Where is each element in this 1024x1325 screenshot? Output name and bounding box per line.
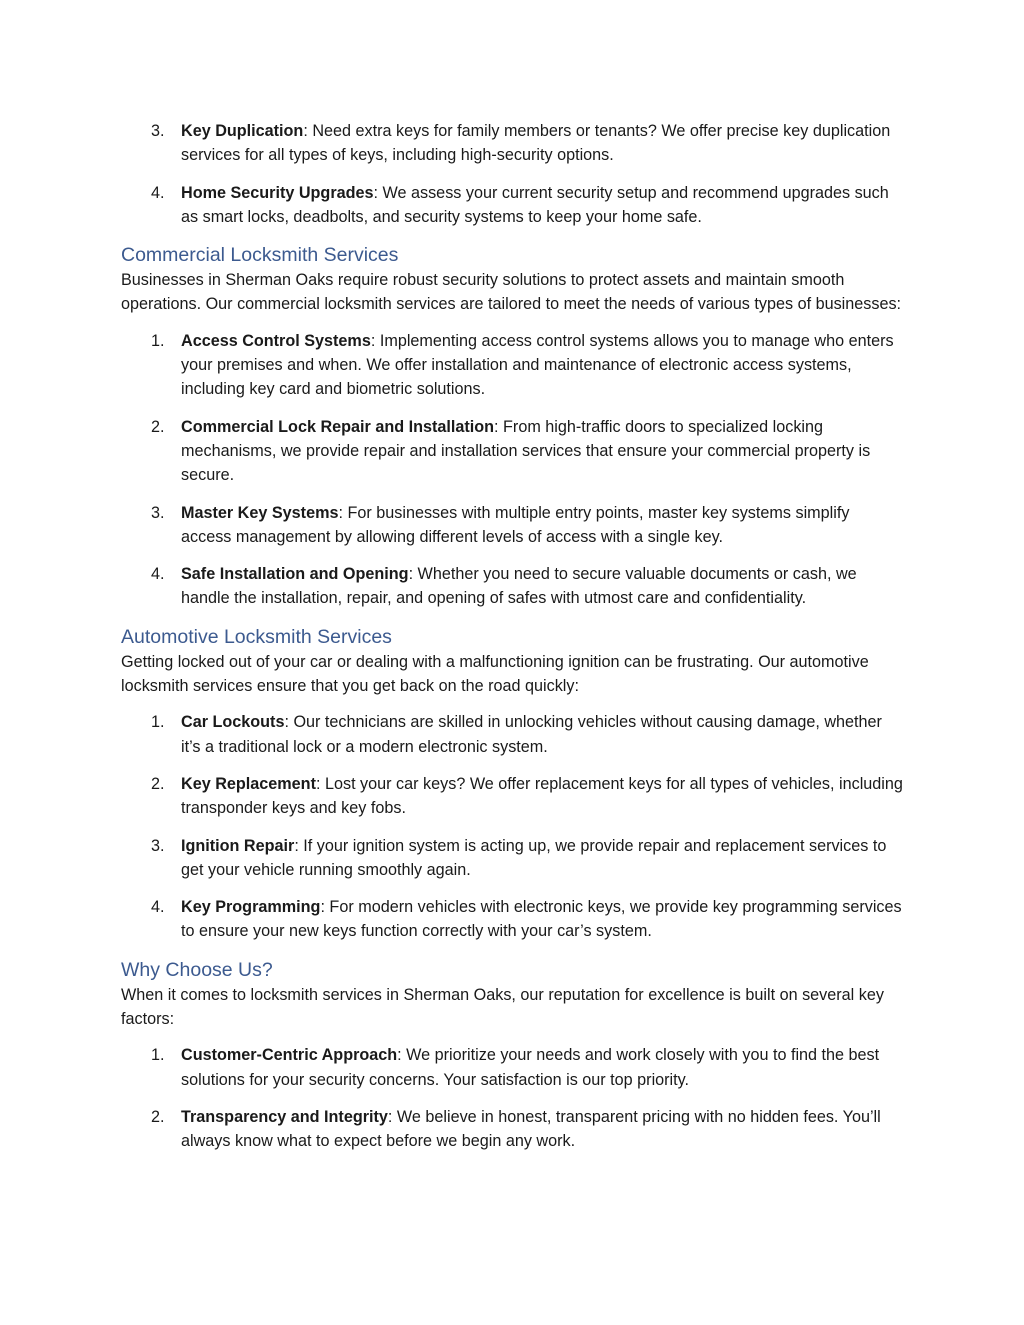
list-item-text: : Lost your car keys? We offer replacement keys for all types of vehicles, including transponder keys and key fobs.	[181, 774, 903, 818]
list-item	[121, 772, 904, 821]
residential-services-list	[121, 119, 904, 229]
list-item-text: : If your ignition system is acting up, we provide repair and replacement services to get your vehicle running smoothly again.	[181, 836, 887, 879]
list-item	[121, 1105, 904, 1154]
section-intro-commercial: Businesses in Sherman Oaks require robust security solutions to protect assets and maintain smooth operations. Our commercial locksmith services are tailored to meet the needs of various types of businesses:	[121, 271, 902, 314]
list-item	[121, 119, 904, 168]
list-item-term: Key Duplication	[181, 122, 304, 140]
section-intro-why-choose-us: When it comes to locksmith services in Sherman Oaks, our reputation for excellence is built on several key factors:	[121, 985, 884, 1029]
list-item	[121, 501, 904, 550]
list-item-term: Key Programming	[181, 898, 321, 917]
list-item	[121, 562, 904, 611]
list-number: 3.	[151, 836, 165, 855]
list-number: 2.	[151, 774, 165, 793]
list-item	[121, 895, 904, 944]
section-heading-commercial: Commercial Locksmith Services	[121, 244, 399, 267]
list-item-text: : We prioritize your needs and work closely with you to find the best solutions for your security concerns. Your satisfaction is our top priority.	[181, 1046, 880, 1089]
list-item-term: Master Key Systems	[181, 503, 339, 522]
list-item	[121, 415, 904, 488]
list-item	[121, 834, 904, 883]
list-number: 4.	[151, 565, 165, 584]
list-item-text: : Whether you need to secure valuable documents or cash, we handle the installation, repair, and opening of safes with utmost care and confidentiality.	[181, 565, 857, 608]
list-number: 1.	[151, 1046, 165, 1065]
list-number: 4.	[151, 898, 165, 917]
list-item-text: : Need extra keys for family members or tenants? We offer precise key duplication services for all types of keys, including high-security options.	[181, 122, 891, 165]
list-item-text: : Our technicians are skilled in unlocking vehicles without causing damage, whether it’s a traditional lock or a modern electronic system.	[181, 713, 882, 756]
why-choose-us-list	[121, 1043, 904, 1153]
list-number: 1.	[151, 713, 165, 732]
list-number: 3.	[151, 503, 165, 522]
list-item	[121, 329, 904, 402]
commercial-services-list	[121, 329, 904, 611]
list-item-text: : Implementing access control systems allows you to manage who enters your premises and when. We offer installation and maintenance of electronic access systems, including key card and biometric solutions.	[181, 331, 894, 399]
section-heading-why-choose-us: Why Choose Us?	[121, 958, 273, 981]
list-number: 4.	[151, 183, 165, 202]
list-item-term: Transparency and Integrity	[181, 1107, 388, 1126]
list-number: 3.	[151, 122, 165, 140]
list-item-term: Home Security Upgrades	[181, 183, 374, 202]
list-item-text: : For businesses with multiple entry points, master key systems simplify access management by allowing different levels of access with a single key.	[181, 503, 850, 546]
list-item-term: Car Lockouts	[181, 713, 285, 732]
list-item-term: Customer-Centric Approach	[181, 1046, 398, 1065]
list-item	[121, 1043, 904, 1092]
list-item-term: Ignition Repair	[181, 836, 295, 855]
list-number: 2.	[151, 1107, 165, 1126]
list-item	[121, 710, 904, 759]
list-item-text: : We believe in honest, transparent pricing with no hidden fees. You’ll always know what to expect before we begin any work.	[181, 1107, 881, 1151]
list-item-term: Safe Installation and Opening	[181, 565, 409, 584]
list-number: 2.	[151, 417, 165, 436]
automotive-services-list	[121, 710, 904, 943]
list-number: 1.	[151, 331, 165, 350]
list-item-text: : From high-traffic doors to specialized locking mechanisms, we provide repair and installation services that ensure your commercial property is secure.	[181, 417, 871, 485]
section-intro-automotive: Getting locked out of your car or dealing with a malfunctioning ignition can be frustrating. Our automotive locksmith services ensure that you get back on the road quickly:	[121, 652, 869, 696]
list-item-text: : For modern vehicles with electronic keys, we provide key programming services to ensure your new keys function correctly with your car’s system.	[181, 898, 902, 941]
list-item	[121, 181, 904, 230]
list-item-term: Key Replacement	[181, 774, 316, 793]
section-heading-automotive: Automotive Locksmith Services	[121, 625, 392, 648]
list-item-term: Access Control Systems	[181, 331, 371, 350]
list-item-text: : We assess your current security setup and recommend upgrades such as smart locks, deadbolts, and security systems to keep your home safe.	[181, 183, 889, 226]
list-item-term: Commercial Lock Repair and Installation	[181, 417, 495, 436]
